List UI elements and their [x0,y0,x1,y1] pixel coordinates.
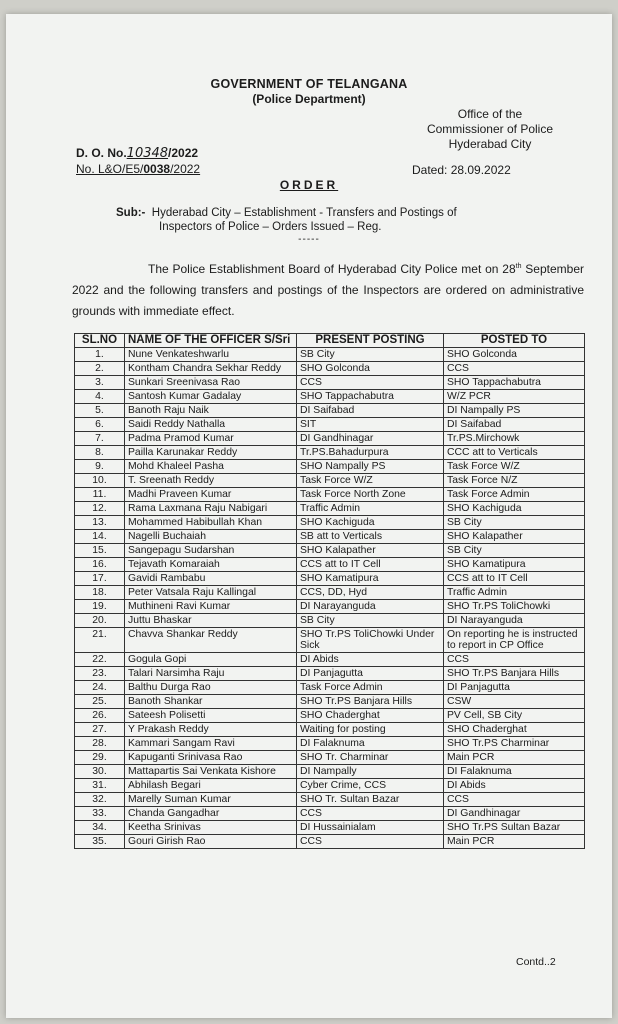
name-cell: Chanda Gangadhar [125,807,297,821]
table-row [75,765,585,779]
table-row [75,723,585,737]
sl-cell: 8. [75,446,125,460]
table-row [75,681,585,695]
table-row [75,737,585,751]
do-prefix: D. O. No. [76,146,127,160]
table-row [75,628,585,653]
posted-cell: DI Panjagutta [444,681,585,695]
table-row [75,586,585,600]
order-title: ORDER [279,178,339,192]
posted-cell: SB City [444,516,585,530]
table-row [75,807,585,821]
posted-cell: Traffic Admin [444,586,585,600]
name-cell: Y Prakash Reddy [125,723,297,737]
present-cell: SHO Chaderghat [297,709,444,723]
posted-cell: CCS att to IT Cell [444,572,585,586]
table-row [75,446,585,460]
posted-cell: CCS [444,362,585,376]
name-cell: Balthu Durga Rao [125,681,297,695]
table-row [75,474,585,488]
present-cell: DI Narayanguda [297,600,444,614]
present-cell: SHO Tr. Sultan Bazar [297,793,444,807]
name-cell: Mohd Khaleel Pasha [125,460,297,474]
name-cell: Abhilash Begari [125,779,297,793]
file-number-bold: 0038 [143,162,171,176]
sl-cell: 16. [75,558,125,572]
sl-cell: 32. [75,793,125,807]
name-cell: Talari Narsimha Raju [125,667,297,681]
present-cell: SB City [297,348,444,362]
sl-cell: 12. [75,502,125,516]
sl-cell: 15. [75,544,125,558]
posted-cell: SHO Kachiguda [444,502,585,516]
sl-cell: 33. [75,807,125,821]
present-cell: Waiting for posting [297,723,444,737]
posted-cell: W/Z PCR [444,390,585,404]
sl-cell: 23. [75,667,125,681]
table-row [75,779,585,793]
table-row [75,362,585,376]
do-suffix: /2022 [168,146,199,160]
sl-cell: 3. [75,376,125,390]
header-sl: SL.NO [75,334,125,348]
do-number [76,146,198,161]
table-row [75,432,585,446]
body-paragraph [72,256,584,322]
table-row [75,544,585,558]
table-row [75,695,585,709]
subject-label: Sub:- [116,207,146,219]
name-cell: Santosh Kumar Gadalay [125,390,297,404]
present-cell: Traffic Admin [297,502,444,516]
sl-cell: 17. [75,572,125,586]
name-cell: Kontham Chandra Sekhar Reddy [125,362,297,376]
government-heading: GOVERNMENT OF TELANGANA [210,77,408,91]
posted-cell: Task Force Admin [444,488,585,502]
name-cell: Nagelli Buchaiah [125,530,297,544]
table-row [75,390,585,404]
posted-cell: Main PCR [444,751,585,765]
name-cell: Mohammed Habibullah Khan [125,516,297,530]
name-cell: Banoth Shankar [125,695,297,709]
table-row [75,793,585,807]
sl-cell: 5. [75,404,125,418]
table-row [75,502,585,516]
name-cell: Chavva Shankar Reddy [125,628,297,653]
present-cell: SHO Tr. Charminar [297,751,444,765]
file-number [76,162,200,176]
name-cell: Sunkari Sreenivasa Rao [125,376,297,390]
posted-cell: DI Falaknuma [444,765,585,779]
sl-cell: 9. [75,460,125,474]
table-row [75,460,585,474]
table-row [75,404,585,418]
posted-cell: PV Cell, SB City [444,709,585,723]
office-address [400,107,580,152]
subject [116,206,556,234]
name-cell: T. Sreenath Reddy [125,474,297,488]
table-body [75,348,585,849]
present-cell: Task Force W/Z [297,474,444,488]
sl-cell: 30. [75,765,125,779]
name-cell: Gavidi Rambabu [125,572,297,586]
sl-cell: 35. [75,835,125,849]
posted-cell: On reporting he is instructed to report in CP Office [444,628,585,653]
name-cell: Gouri Girish Rao [125,835,297,849]
header-present: PRESENT POSTING [297,334,444,348]
sl-cell: 21. [75,628,125,653]
table-row [75,418,585,432]
posted-cell: DI Abids [444,779,585,793]
table-row [75,709,585,723]
present-cell: DI Nampally [297,765,444,779]
body-part-2: September 2022 and the following transfers and postings of the Inspectors are ordered on administrative grounds with immediate effect. [72,262,584,318]
name-cell: Madhi Praveen Kumar [125,488,297,502]
present-cell: SHO Nampally PS [297,460,444,474]
posted-cell: Task Force N/Z [444,474,585,488]
posted-cell: CSW [444,695,585,709]
present-cell: SHO Kachiguda [297,516,444,530]
present-cell: DI Gandhinagar [297,432,444,446]
sl-cell: 14. [75,530,125,544]
body-part-1: The Police Establishment Board of Hyderabad City Police met on 28 [148,262,516,276]
name-cell: Juttu Bhaskar [125,614,297,628]
posted-cell: SHO Tr.PS Banjara Hills [444,667,585,681]
subject-line-1: Hyderabad City – Establishment - Transfers and Postings of [151,207,457,219]
sl-cell: 26. [75,709,125,723]
present-cell: SB att to Verticals [297,530,444,544]
posted-cell: SHO Tappachabutra [444,376,585,390]
sl-cell: 6. [75,418,125,432]
present-cell: CCS, DD, Hyd [297,586,444,600]
present-cell: SHO Tappachabutra [297,390,444,404]
present-cell: Task Force Admin [297,681,444,695]
posted-cell: SB City [444,544,585,558]
name-cell: Mattapartis Sai Venkata Kishore [125,765,297,779]
sl-cell: 1. [75,348,125,362]
sl-cell: 22. [75,653,125,667]
sl-cell: 24. [75,681,125,695]
present-cell: DI Falaknuma [297,737,444,751]
present-cell: DI Panjagutta [297,667,444,681]
posted-cell: SHO Kamatipura [444,558,585,572]
file-prefix: No. L&O/E5/ [76,162,144,176]
sl-cell: 27. [75,723,125,737]
name-cell: Sateesh Polisetti [125,709,297,723]
do-handwritten-number: 10348 [126,146,169,161]
table-row [75,653,585,667]
name-cell: Gogula Gopi [125,653,297,667]
transfers-table [74,333,585,849]
table-row [75,572,585,586]
sl-cell: 7. [75,432,125,446]
table-row [75,751,585,765]
name-cell: Tejavath Komaraiah [125,558,297,572]
table-row [75,835,585,849]
present-cell: SHO Tr.PS Banjara Hills [297,695,444,709]
present-cell: SHO Golconda [297,362,444,376]
name-cell: Keetha Srinivas [125,821,297,835]
present-cell: SIT [297,418,444,432]
posted-cell: CCS [444,653,585,667]
sl-cell: 34. [75,821,125,835]
posted-cell: SHO Tr.PS Sultan Bazar [444,821,585,835]
present-cell: DI Hussainialam [297,821,444,835]
department-heading: (Police Department) [252,92,366,106]
table-row [75,488,585,502]
table-header-row [75,334,585,348]
dated: Dated: 28.09.2022 [412,163,511,177]
sl-cell: 10. [75,474,125,488]
sl-cell: 4. [75,390,125,404]
office-line-3: Hyderabad City [448,137,532,151]
posted-cell: SHO Kalapather [444,530,585,544]
present-cell: SHO Kamatipura [297,572,444,586]
posted-cell: DI Gandhinagar [444,807,585,821]
sl-cell: 19. [75,600,125,614]
present-cell: Task Force North Zone [297,488,444,502]
posted-cell: Task Force W/Z [444,460,585,474]
table-row [75,348,585,362]
name-cell: Kammari Sangam Ravi [125,737,297,751]
name-cell: Sangepagu Sudarshan [125,544,297,558]
present-cell: SHO Kalapather [297,544,444,558]
present-cell: DI Saifabad [297,404,444,418]
office-line-2: Commissioner of Police [426,122,554,136]
posted-cell: CCC att to Verticals [444,446,585,460]
posted-cell: Main PCR [444,835,585,849]
posted-cell: DI Nampally PS [444,404,585,418]
posted-cell: CCS [444,793,585,807]
posted-cell: SHO Tr.PS Charminar [444,737,585,751]
continued-note: Contd..2 [516,956,556,968]
posted-cell: SHO Tr.PS ToliChowki [444,600,585,614]
table-row [75,516,585,530]
header-posted: POSTED TO [444,334,585,348]
table-row [75,376,585,390]
name-cell: Rama Laxmana Raju Nabigari [125,502,297,516]
present-cell: CCS [297,376,444,390]
present-cell: Tr.PS.Bahadurpura [297,446,444,460]
table-row [75,821,585,835]
sl-cell: 11. [75,488,125,502]
name-cell: Muthineni Ravi Kumar [125,600,297,614]
present-cell: CCS att to IT Cell [297,558,444,572]
name-cell: Kapuganti Srinivasa Rao [125,751,297,765]
present-cell: DI Abids [297,653,444,667]
present-cell: Cyber Crime, CCS [297,779,444,793]
sl-cell: 25. [75,695,125,709]
office-line-1: Office of the [457,107,523,121]
sl-cell: 28. [75,737,125,751]
table-row [75,600,585,614]
table-row [75,530,585,544]
subject-line-2: Inspectors of Police – Orders Issued – Reg. [159,221,382,233]
posted-cell: DI Narayanguda [444,614,585,628]
sl-cell: 29. [75,751,125,765]
posted-cell: Tr.PS.Mirchowk [444,432,585,446]
table-row [75,667,585,681]
sl-cell: 18. [75,586,125,600]
present-cell: SHO Tr.PS ToliChowki Under Sick [297,628,444,653]
present-cell: CCS [297,807,444,821]
name-cell: Padma Pramod Kumar [125,432,297,446]
name-cell: Pailla Karunakar Reddy [125,446,297,460]
present-cell: SB City [297,614,444,628]
sl-cell: 31. [75,779,125,793]
table-row [75,614,585,628]
name-cell: Banoth Raju Naik [125,404,297,418]
separator: ----- [298,234,320,245]
table-row [75,558,585,572]
sl-cell: 20. [75,614,125,628]
name-cell: Peter Vatsala Raju Kallingal [125,586,297,600]
posted-cell: SHO Chaderghat [444,723,585,737]
sl-cell: 2. [75,362,125,376]
name-cell: Marelly Suman Kumar [125,793,297,807]
file-suffix: /2022 [170,162,201,176]
name-cell: Nune Venkateshwarlu [125,348,297,362]
header-name: NAME OF THE OFFICER S/Sri [125,334,297,348]
sl-cell: 13. [75,516,125,530]
posted-cell: DI Saifabad [444,418,585,432]
body-superscript: th [515,263,522,270]
name-cell: Saidi Reddy Nathalla [125,418,297,432]
present-cell: CCS [297,835,444,849]
posted-cell: SHO Golconda [444,348,585,362]
